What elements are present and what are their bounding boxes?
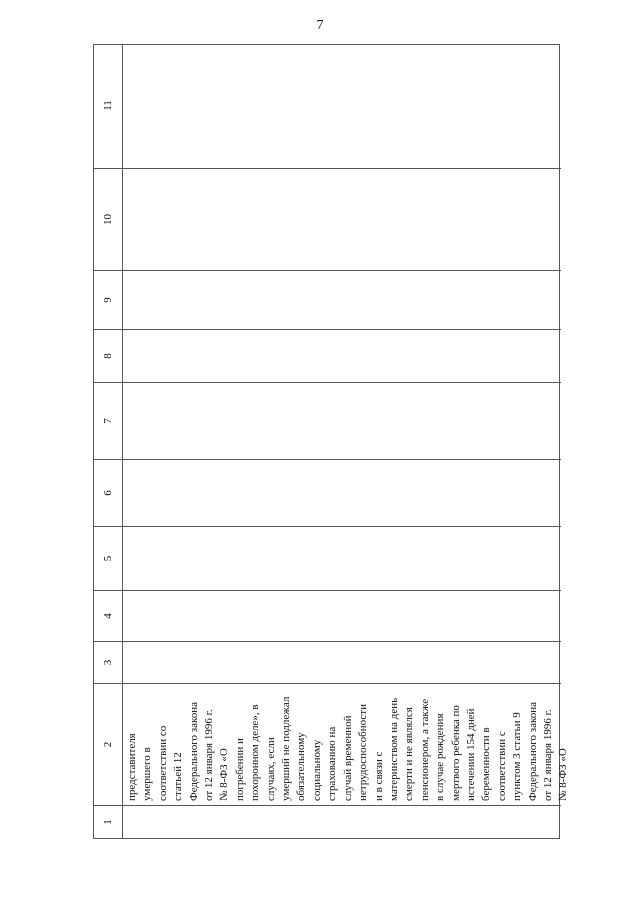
header-cell-11: 11 [102, 100, 114, 111]
body-cell-10 [123, 168, 561, 270]
body-row [123, 45, 570, 838]
header-cell-7: 7 [94, 382, 122, 459]
header-cell-4: 4 [94, 590, 122, 641]
header-cell-9: 9 [94, 270, 122, 329]
body-cell-4 [123, 590, 561, 641]
header-cell-8: 8 [94, 329, 122, 382]
table-wrapper [93, 44, 570, 839]
header-row [94, 45, 123, 838]
header-cell-2: 2 [94, 683, 122, 805]
page-number: 7 [316, 18, 324, 33]
body-cell-7 [123, 382, 561, 459]
body-cell-11 [123, 43, 561, 168]
body-cell-6 [123, 459, 561, 526]
body-cell-8 [123, 329, 561, 382]
body-cell-3 [123, 641, 561, 683]
header-cell-3: 3 [94, 641, 122, 683]
body-cell-2 [123, 683, 570, 805]
rotated-table [93, 44, 570, 839]
col2-text: представителя умершего в соответствии со статьей 12 Федерального закона от 12 января 1996 г. № 8-ФЗ «О погребении и похоронном деле», в случаях, если умерший не подлежал обязательному социальному страхованию на случай временной нетрудоспособности и в связи с материнством на день смерти и не являлся пенсионером, а также в случае рождения мертвого ребенка по истечении 154 дней беременности в соответствии с пунктом 3 статьи 9 Федерального закона от 12 января 1996 г. № 8-ФЗ «О [126, 696, 570, 801]
header-cell-5: 5 [94, 526, 122, 590]
body-cell-9 [123, 270, 561, 329]
body-cell-5 [123, 526, 561, 590]
header-cell-1: 1 [94, 805, 122, 838]
body-cell-1 [123, 805, 561, 838]
header-cell-10: 10 [94, 168, 122, 270]
header-cell-6: 6 [94, 459, 122, 526]
